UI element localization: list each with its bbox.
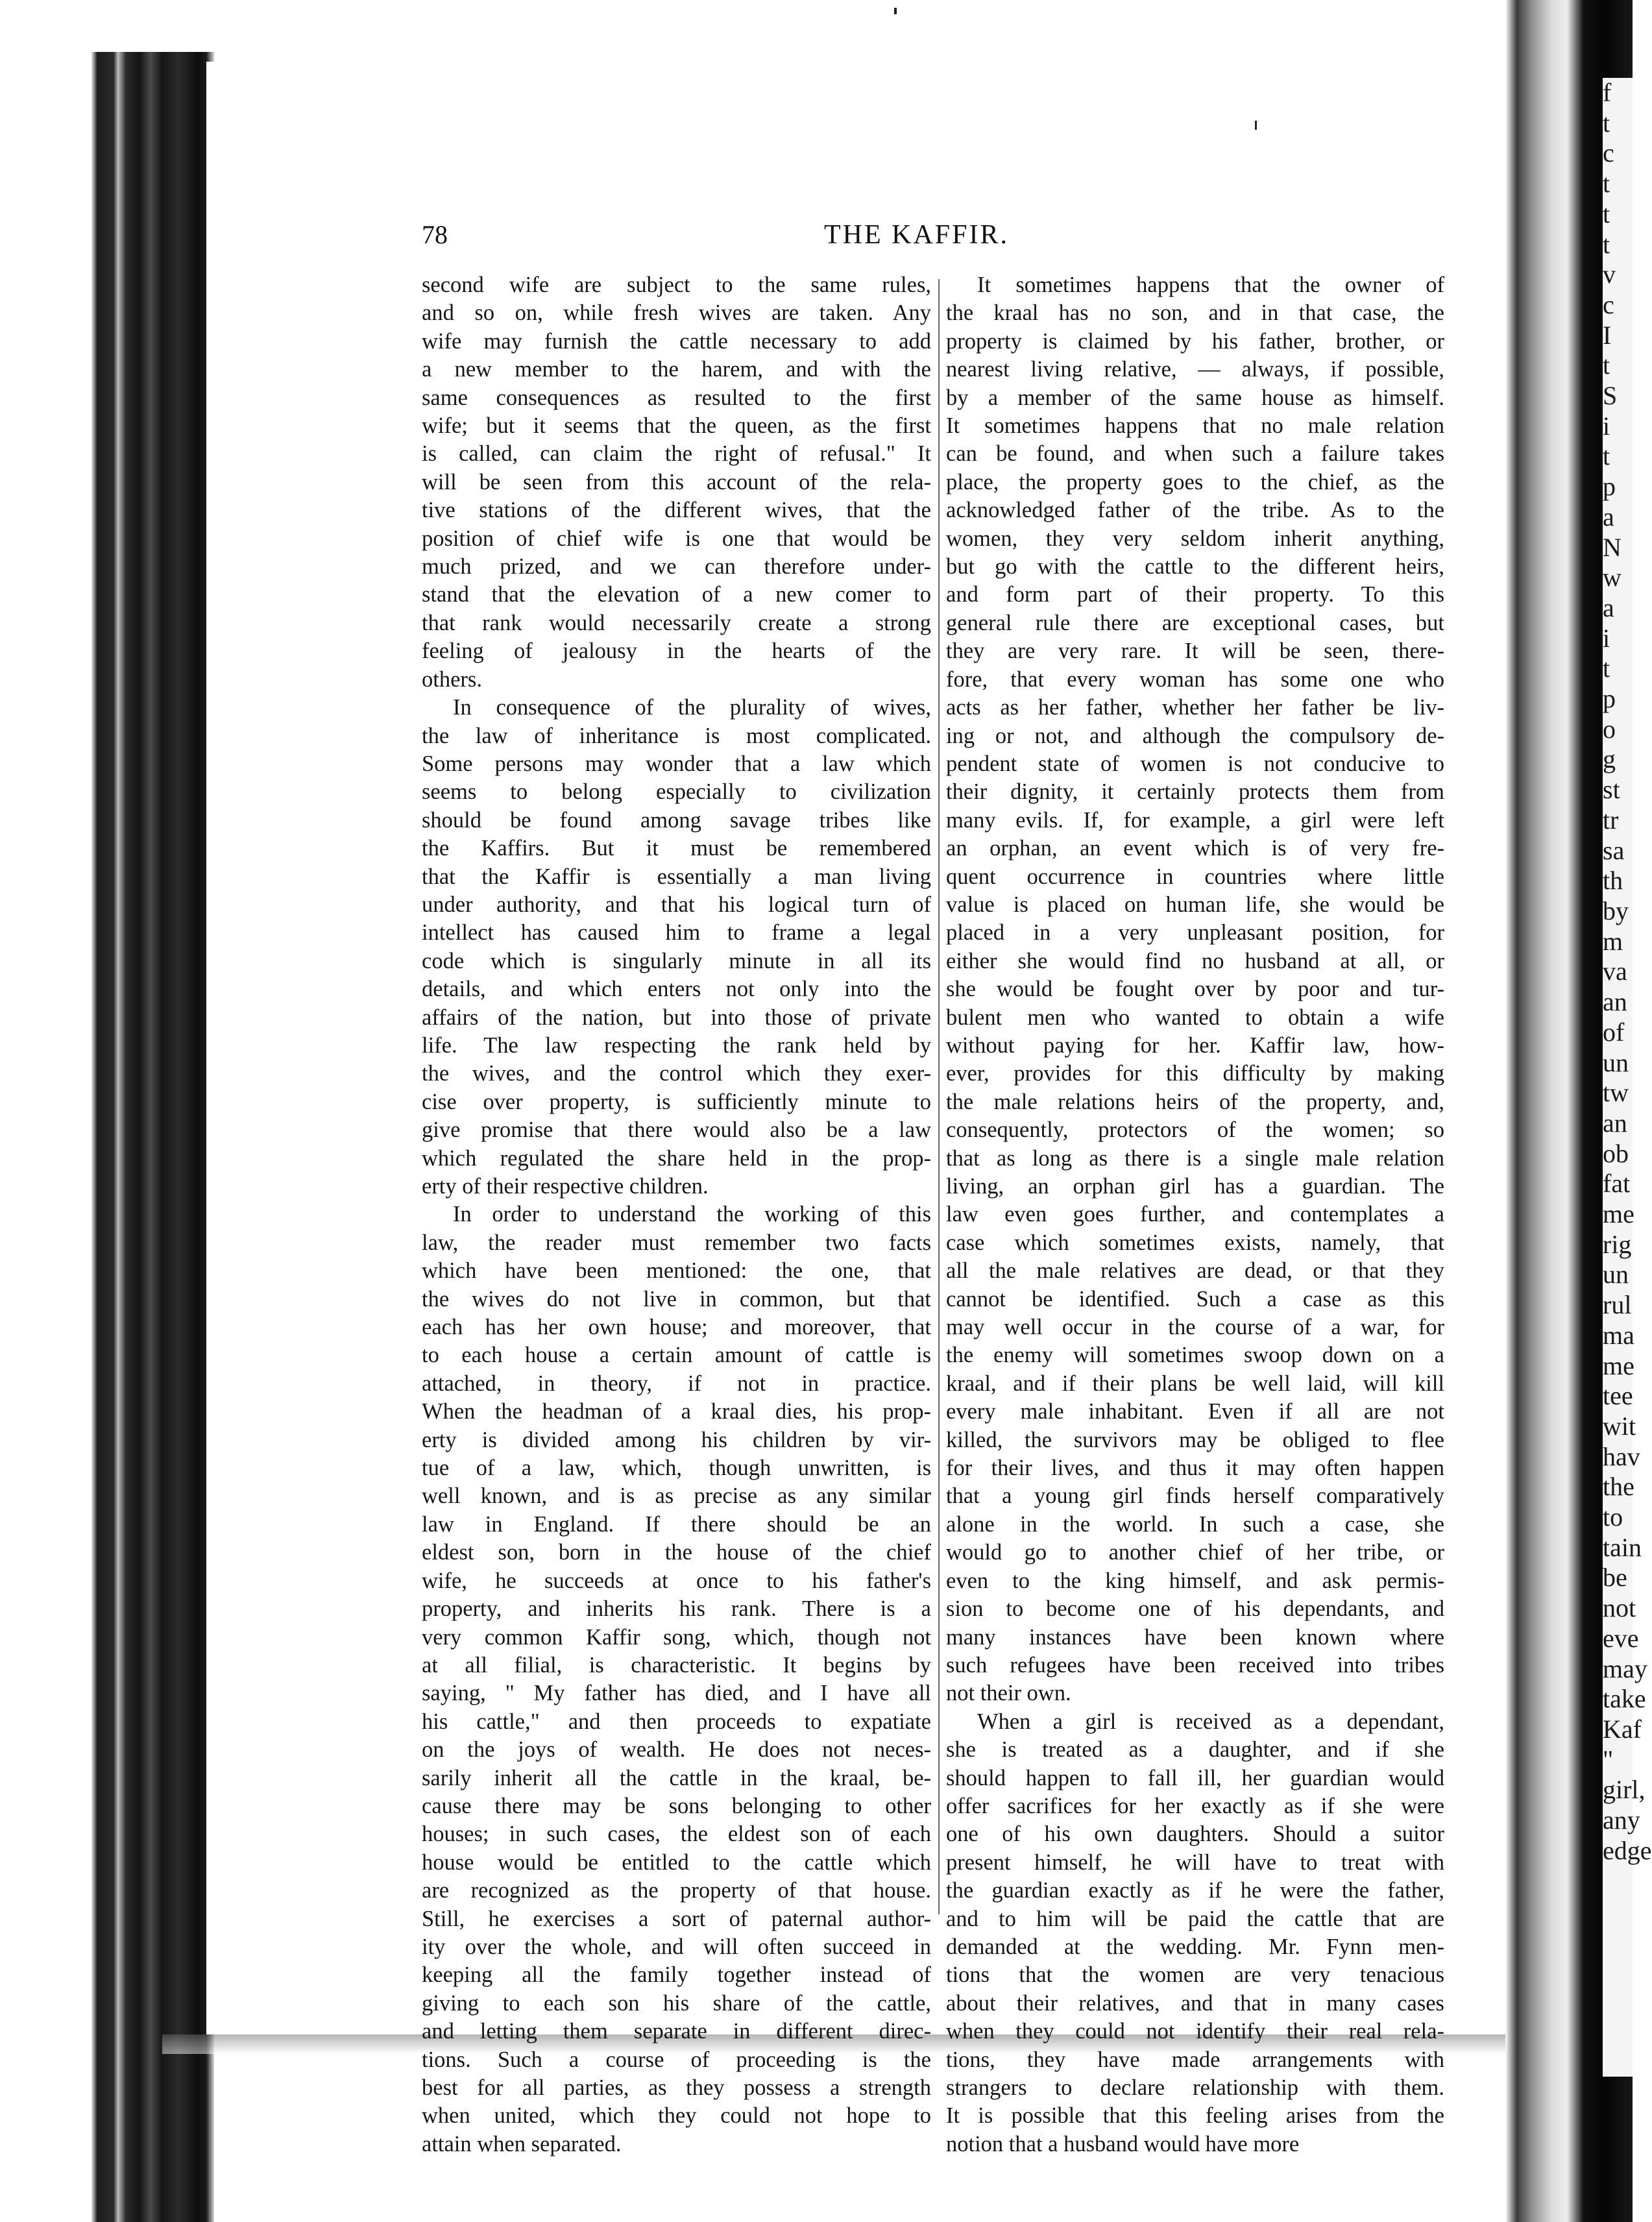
text-line: well known, and is as precise as any similar bbox=[422, 1483, 931, 1509]
facing-page-text-fragment: me bbox=[1603, 1350, 1634, 1380]
text-line: each has her own house; and moreover, that bbox=[422, 1315, 931, 1340]
text-line: bulent men who wanted to obtain a wife bbox=[946, 1005, 1444, 1030]
text-line: that a young girl finds herself comparatively bbox=[946, 1483, 1444, 1509]
text-line: wife may furnish the cattle necessary to add bbox=[422, 328, 931, 354]
text-line: should be found among savage tribes like bbox=[422, 807, 931, 833]
text-line: and to him will be paid the cattle that are bbox=[946, 1906, 1444, 1931]
facing-page-text-fragment: a bbox=[1603, 502, 1614, 531]
text-line: cause there may be sons belonging to other bbox=[422, 1793, 931, 1818]
text-line: house would be entitled to the cattle which bbox=[422, 1850, 931, 1875]
text-line: that rank would necessarily create a strong bbox=[422, 610, 931, 635]
facing-page-text-fragment: t bbox=[1603, 350, 1610, 380]
text-line: feeling of jealousy in the hearts of the bbox=[422, 639, 931, 664]
facing-page-text-fragment: eve bbox=[1603, 1623, 1639, 1653]
text-line: the law of inheritance is most complicated. bbox=[422, 723, 931, 748]
text-line: eldest son, born in the house of the chief bbox=[422, 1540, 931, 1565]
text-line: offer sacrifices for her exactly as if she were bbox=[946, 1793, 1444, 1818]
text-line: kraal, and if their plans be well laid, will kill bbox=[946, 1371, 1444, 1396]
text-line: fore, that every woman has some one who bbox=[946, 666, 1444, 692]
text-line: would go to another chief of her tribe, or bbox=[946, 1540, 1444, 1565]
text-line: intellect has caused him to frame a legal bbox=[422, 920, 931, 946]
facing-page-text-fragment: t bbox=[1603, 108, 1610, 138]
text-line: are recognized as the property of that house. bbox=[422, 1878, 931, 1903]
text-line: place, the property goes to the chief, as the bbox=[946, 469, 1444, 494]
text-line: ever, provides for this difficulty by making bbox=[946, 1061, 1444, 1086]
facing-page-text-fragment: me bbox=[1603, 1199, 1634, 1229]
facing-page-text-fragment: ob bbox=[1603, 1138, 1629, 1168]
text-line: position of chief wife is one that would be bbox=[422, 526, 931, 551]
text-line: nearest living relative, — always, if possible, bbox=[946, 357, 1444, 382]
text-line: It sometimes happens that the owner of bbox=[977, 273, 1444, 297]
text-line: about their relatives, and that in many cases bbox=[946, 1990, 1444, 2016]
text-line: when they could not identify their real rela- bbox=[946, 2019, 1444, 2044]
text-line: notion that a husband would have more bbox=[946, 2131, 1300, 2156]
facing-page-text-fragment: tw bbox=[1603, 1078, 1629, 1108]
text-line: which have been mentioned: the one, that bbox=[422, 1258, 931, 1284]
text-line: sion to become one of his dependants, and bbox=[946, 1596, 1444, 1622]
text-line: stand that the elevation of a new comer to bbox=[422, 582, 931, 607]
text-line: can be found, and when such a failure takes bbox=[946, 441, 1444, 467]
text-line: consequently, protectors of the women; so bbox=[946, 1117, 1444, 1143]
facing-page-text-fragment: tr bbox=[1603, 805, 1619, 835]
text-line: the guardian exactly as if he were the father, bbox=[946, 1878, 1444, 1903]
facing-page-text-fragment: c bbox=[1603, 289, 1614, 319]
text-line: for their lives, and thus it may often happen bbox=[946, 1456, 1444, 1481]
facing-page-text-fragment: fat bbox=[1603, 1169, 1631, 1199]
text-line: at all filial, is characteristic. It begins by bbox=[422, 1652, 931, 1678]
text-line: others. bbox=[422, 666, 482, 692]
text-line: details, and which enters not only into the bbox=[422, 977, 931, 1002]
facing-page-text-fragment: g bbox=[1603, 744, 1616, 774]
text-line: to each house a certain amount of cattle is bbox=[422, 1343, 931, 1368]
facing-page-text-fragment: i bbox=[1603, 411, 1610, 441]
facing-page-text-fragment: any bbox=[1603, 1805, 1640, 1835]
facing-page-text-fragment: th bbox=[1603, 866, 1623, 896]
text-line: many instances have been known where bbox=[946, 1624, 1444, 1650]
text-line: acknowledged father of the tribe. As to the bbox=[946, 498, 1444, 523]
text-line: erty of their respective children. bbox=[422, 1174, 709, 1199]
facing-page-text-fragment: c bbox=[1603, 138, 1614, 168]
facing-page-text-fragment: a bbox=[1603, 592, 1614, 622]
facing-page-fragment bbox=[1603, 78, 1652, 2077]
text-line: their dignity, it certainly protects them from bbox=[946, 779, 1444, 805]
facing-page-text-fragment: rig bbox=[1603, 1229, 1632, 1259]
facing-page-text-fragment: to bbox=[1603, 1502, 1623, 1532]
text-line: houses; in such cases, the eldest son of each bbox=[422, 1822, 931, 1847]
text-line: case which sometimes exists, namely, that bbox=[946, 1230, 1444, 1255]
text-line: all the male relatives are dead, or that they bbox=[946, 1258, 1444, 1284]
text-line: tions that the women are very tenacious bbox=[946, 1962, 1444, 1988]
facing-page-text-fragment: un bbox=[1603, 1047, 1629, 1077]
text-line: she would be fought over by poor and tur- bbox=[946, 977, 1444, 1002]
facing-page-text-fragment: the bbox=[1603, 1472, 1634, 1502]
facing-page-text-fragment: tain bbox=[1603, 1532, 1642, 1562]
text-line: is called, can claim the right of refusal." It bbox=[422, 441, 931, 467]
text-line: Still, he exercises a sort of paternal author- bbox=[422, 1906, 931, 1931]
facing-page-text-fragment: i bbox=[1603, 623, 1610, 653]
facing-page-text-fragment: st bbox=[1603, 775, 1620, 805]
text-line: seems to belong especially to civilization bbox=[422, 779, 931, 805]
text-line: much prized, and we can therefore under- bbox=[422, 554, 931, 580]
text-line: and form part of their property. To this bbox=[946, 582, 1444, 607]
text-line: demanded at the wedding. Mr. Fynn men- bbox=[946, 1934, 1444, 1959]
text-line: attain when separated. bbox=[422, 2131, 622, 2156]
facing-page-text-fragment: v bbox=[1603, 260, 1616, 289]
facing-page-text-fragment: t bbox=[1603, 441, 1610, 471]
running-title: THE KAFFIR. bbox=[824, 220, 1010, 250]
text-line: without paying for her. Kaffir law, how- bbox=[946, 1032, 1444, 1058]
facing-page-text-fragment: t bbox=[1603, 653, 1610, 683]
text-line: his cattle," and then proceeds to expatiate bbox=[422, 1709, 931, 1734]
text-line: Some persons may wonder that a law which bbox=[422, 751, 931, 776]
facing-page-text-fragment: p bbox=[1603, 472, 1616, 502]
facing-page-text-fragment: take bbox=[1603, 1684, 1646, 1714]
facing-page-text-fragment: of bbox=[1603, 1017, 1625, 1047]
text-line: give promise that there would also be a law bbox=[422, 1117, 931, 1143]
text-line: living, an orphan girl has a guardian. The bbox=[946, 1174, 1444, 1199]
text-line: In consequence of the plurality of wives, bbox=[453, 695, 931, 720]
facing-page-text-fragment: p bbox=[1603, 684, 1616, 714]
text-line: not their own. bbox=[946, 1681, 1071, 1706]
text-line: that the Kaffir is essentially a man living bbox=[422, 864, 931, 889]
facing-page-text-fragment: va bbox=[1603, 957, 1627, 986]
text-line: the Kaffirs. But it must be remembered bbox=[422, 836, 931, 861]
text-line: by a member of the same house as himself. bbox=[946, 385, 1444, 410]
text-line: quent occurrence in countries where little bbox=[946, 864, 1444, 889]
facing-page-text-fragment: f bbox=[1603, 78, 1612, 107]
text-line: the kraal has no son, and in that case, the bbox=[946, 300, 1444, 326]
text-line: they are very rare. It will be seen, there- bbox=[946, 639, 1444, 664]
text-line: and so on, while fresh wives are taken. Any bbox=[422, 300, 931, 326]
text-line: When a girl is received as a dependant, bbox=[977, 1709, 1444, 1734]
text-line: attached, in theory, if not in practice. bbox=[422, 1371, 931, 1396]
facing-page-text-fragment: ma bbox=[1603, 1320, 1634, 1350]
text-line: ity over the whole, and will often succeed in bbox=[422, 1934, 931, 1959]
text-line: keeping all the family together instead of bbox=[422, 1962, 931, 1988]
text-line: even to the king himself, and ask permis- bbox=[946, 1568, 1444, 1593]
facing-page-text-fragment: o bbox=[1603, 714, 1616, 744]
text-line: very common Kaffir song, which, though not bbox=[422, 1624, 931, 1650]
text-line: code which is singularly minute in all its bbox=[422, 948, 931, 973]
facing-page-text-fragment: by bbox=[1603, 896, 1629, 925]
facing-page-text-fragment: be bbox=[1603, 1563, 1627, 1593]
text-line: either she would find no husband at all, or bbox=[946, 948, 1444, 973]
text-line: which regulated the share held in the prop- bbox=[422, 1145, 931, 1171]
facing-page-text-fragment: w bbox=[1603, 563, 1622, 592]
text-line: cannot be identified. Such a case as this bbox=[946, 1286, 1444, 1312]
text-line: best for all parties, as they possess a strength bbox=[422, 2075, 931, 2100]
text-line: tue of a law, which, though unwritten, is bbox=[422, 1456, 931, 1481]
text-line: the enemy will sometimes swoop down on a bbox=[946, 1343, 1444, 1368]
text-line: but go with the cattle to the different heirs, bbox=[946, 554, 1444, 580]
facing-page-text-fragment: I bbox=[1603, 320, 1612, 350]
text-line: value is placed on human life, she would be bbox=[946, 892, 1444, 917]
text-line: saying, " My father has died, and I have all bbox=[422, 1681, 931, 1706]
facing-page-text-fragment: t bbox=[1603, 229, 1610, 259]
facing-page-text-fragment: Kaf bbox=[1603, 1714, 1642, 1744]
facing-page-text-fragment: N bbox=[1603, 532, 1622, 562]
facing-page-text-fragment: wit bbox=[1603, 1411, 1636, 1441]
text-line: property, and inherits his rank. There is a bbox=[422, 1596, 931, 1622]
text-line: she is treated as a daughter, and if she bbox=[946, 1737, 1444, 1763]
text-line: present himself, he will have to treat with bbox=[946, 1850, 1444, 1875]
facing-page-text-fragment: sa bbox=[1603, 835, 1625, 865]
text-line: law even goes further, and contemplates a bbox=[946, 1202, 1444, 1227]
right-text-column bbox=[946, 271, 1444, 2158]
text-line: wife; but it seems that the queen, as the first bbox=[422, 413, 931, 439]
text-line: every male inhabitant. Even if all are not bbox=[946, 1399, 1444, 1424]
scan-speck bbox=[894, 8, 897, 14]
facing-page-text-fragment: an bbox=[1603, 987, 1627, 1017]
text-line: sarily inherit all the cattle in the kraal, be- bbox=[422, 1765, 931, 1790]
text-line: pendent state of women is not conducive to bbox=[946, 751, 1444, 776]
text-line: erty is divided among his children by vir- bbox=[422, 1427, 931, 1452]
column-divider bbox=[938, 279, 940, 1914]
facing-page-text-fragment: edge bbox=[1603, 1835, 1652, 1865]
facing-page-text-fragment: not bbox=[1603, 1593, 1636, 1623]
facing-page-text-fragment: girl, bbox=[1603, 1775, 1646, 1805]
text-line: In order to understand the working of this bbox=[453, 1202, 931, 1227]
text-line: property is claimed by his father, brother, or bbox=[946, 328, 1444, 354]
text-line: law, the reader must remember two facts bbox=[422, 1230, 931, 1255]
text-line: placed in a very unpleasant position, for bbox=[946, 920, 1444, 946]
text-line: tive stations of the different wives, that the bbox=[422, 498, 931, 523]
text-line: law in England. If there should be an bbox=[422, 1511, 931, 1537]
facing-page-text-fragment: t bbox=[1603, 169, 1610, 199]
text-line: same consequences as resulted to the first bbox=[422, 385, 931, 410]
text-line: tions. Such a course of proceeding is the bbox=[422, 2047, 931, 2072]
text-line: an orphan, an event which is of very fre- bbox=[946, 836, 1444, 861]
facing-page-text-fragment: m bbox=[1603, 926, 1623, 956]
text-line: the male relations heirs of the property, and, bbox=[946, 1089, 1444, 1114]
text-line: the wives do not live in common, but that bbox=[422, 1286, 931, 1312]
text-line: When the headman of a kraal dies, his prop- bbox=[422, 1399, 931, 1424]
text-line: and letting them separate in different direc- bbox=[422, 2019, 931, 2044]
text-line: affairs of the nation, but into those of private bbox=[422, 1005, 931, 1030]
text-line: general rule there are exceptional cases, but bbox=[946, 610, 1444, 635]
scan-margin-top bbox=[91, 0, 214, 52]
facing-page-text-fragment: S bbox=[1603, 381, 1618, 411]
text-line: the wives, and the control which they exer- bbox=[422, 1061, 931, 1086]
text-line: strangers to declare relationship with them. bbox=[946, 2075, 1444, 2100]
facing-page-text-fragment: rul bbox=[1603, 1290, 1632, 1320]
facing-page-text-fragment: tee bbox=[1603, 1381, 1633, 1411]
text-line: ing or not, and although the compulsory de- bbox=[946, 723, 1444, 748]
text-line: life. The law respecting the rank held by bbox=[422, 1032, 931, 1058]
facing-page-text-fragment: " bbox=[1603, 1744, 1614, 1774]
facing-page-text-fragment: un bbox=[1603, 1260, 1629, 1289]
text-line: may well occur in the course of a war, for bbox=[946, 1315, 1444, 1340]
text-line: under authority, and that his logical turn of bbox=[422, 892, 931, 917]
text-line: second wife are subject to the same rules, bbox=[422, 273, 931, 297]
text-line: It is possible that this feeling arises from the bbox=[946, 2103, 1444, 2129]
scan-speck bbox=[1255, 121, 1257, 130]
binding-edge-left bbox=[0, 0, 214, 2222]
text-line: women, they very seldom inherit anything, bbox=[946, 526, 1444, 551]
text-line: giving to each son his share of the cattle, bbox=[422, 1990, 931, 2016]
text-line: will be seen from this account of the rela- bbox=[422, 469, 931, 494]
facing-page-text-fragment: may bbox=[1603, 1654, 1647, 1683]
text-line: one of his own daughters. Should a suitor bbox=[946, 1822, 1444, 1847]
text-line: acts as her father, whether her father be liv- bbox=[946, 695, 1444, 720]
text-line: on the joys of wealth. He does not neces- bbox=[422, 1737, 931, 1763]
facing-page-text-fragment: an bbox=[1603, 1108, 1627, 1138]
text-line: tions, they have made arrangements with bbox=[946, 2047, 1444, 2072]
text-line: a new member to the harem, and with the bbox=[422, 357, 931, 382]
facing-page-text-fragment: hav bbox=[1603, 1441, 1640, 1471]
text-line: alone in the world. In such a case, she bbox=[946, 1511, 1444, 1537]
text-line: wife, he succeeds at once to his father's bbox=[422, 1568, 931, 1593]
text-line: killed, the survivors may be obliged to flee bbox=[946, 1427, 1444, 1452]
text-line: cise over property, is sufficiently minute to bbox=[422, 1089, 931, 1114]
facing-page-text-fragment: t bbox=[1603, 199, 1610, 228]
text-line: such refugees have been received into tribes bbox=[946, 1652, 1444, 1678]
text-line: should happen to fall ill, her guardian would bbox=[946, 1765, 1444, 1790]
text-line: many evils. If, for example, a girl were left bbox=[946, 807, 1444, 833]
text-line: when united, which they could not hope to bbox=[422, 2103, 931, 2129]
text-line: It sometimes happens that no male relation bbox=[946, 413, 1444, 439]
running-head bbox=[422, 219, 1453, 258]
left-text-column bbox=[422, 271, 931, 2158]
text-line: that as long as there is a single male relation bbox=[946, 1145, 1444, 1171]
page-number: 78 bbox=[422, 220, 448, 249]
